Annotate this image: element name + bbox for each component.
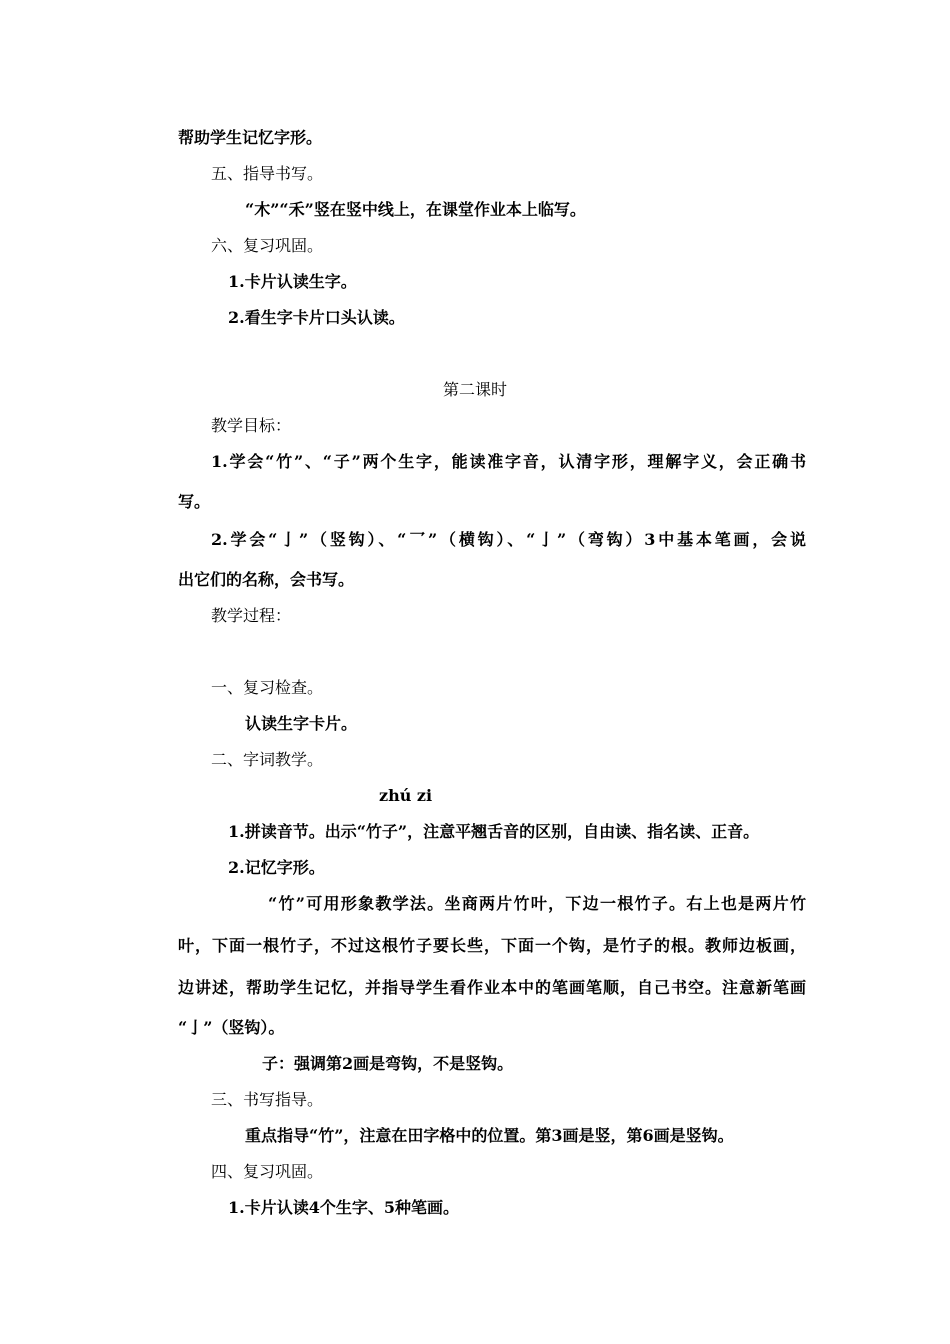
- section-heading: 二、字词教学。: [211, 750, 324, 769]
- section-heading: 四、复习巩固。: [211, 1162, 324, 1181]
- text-line: 子：强调第2画是弯钩，不是竖钩。: [262, 1054, 514, 1073]
- text-line: 认读生字卡片。: [245, 714, 358, 733]
- list-item: 1.卡片认读生字。: [228, 272, 357, 291]
- lesson-title: 第二课时: [442, 380, 507, 399]
- paragraph-line: “亅”（竖钩）。: [178, 1018, 285, 1037]
- list-item: 1.卡片认读4个生字、5种笔画。: [228, 1198, 459, 1217]
- text-line: 帮助学生记忆字形。: [178, 128, 323, 147]
- paragraph-line: 叶，下面一根竹子，不过这根竹子要长些，下面一个钩，是竹子的根。教师边板画，: [178, 936, 806, 955]
- section-heading: 三、书写指导。: [211, 1090, 324, 1109]
- section-heading: 教学目标：: [211, 416, 292, 435]
- text-line: 重点指导“竹”，注意在田字格中的位置。第3画是竖，第6画是竖钩。: [245, 1126, 734, 1145]
- text-line: 出它们的名称，会书写。: [178, 570, 355, 589]
- paragraph-line: “竹”可用形象教学法。坐商两片竹叶，下边一根竹子。右上也是两片竹: [268, 894, 806, 913]
- text-line: 写。: [178, 492, 211, 511]
- list-item: 2.学会“亅”（竖钩）、“乛”（横钩）、“亅”（弯钩）3中基本笔画，会说: [211, 530, 806, 549]
- section-heading: 一、复习检查。: [211, 678, 324, 697]
- list-item: 2.记忆字形。: [228, 858, 325, 877]
- section-heading: 五、指导书写。: [211, 164, 324, 183]
- section-heading: 教学过程：: [211, 606, 292, 625]
- paragraph-line: 边讲述，帮助学生记忆，并指导学生看作业本中的笔画笔顺，自己书空。注意新笔画: [178, 978, 806, 997]
- list-item: 2.看生字卡片口头认读。: [228, 308, 405, 327]
- list-item: 1.学会“竹”、“子”两个生字，能读准字音，认清字形，理解字义，会正确书: [211, 452, 806, 471]
- pinyin-annotation: zhú zi: [379, 786, 433, 805]
- text-line: “木”“禾”竖在竖中线上，在课堂作业本上临写。: [245, 200, 586, 219]
- list-item: 1.拼读音节。出示“竹子”，注意平翘舌音的区别，自由读、指名读、正音。: [228, 822, 760, 841]
- section-heading: 六、复习巩固。: [211, 236, 324, 255]
